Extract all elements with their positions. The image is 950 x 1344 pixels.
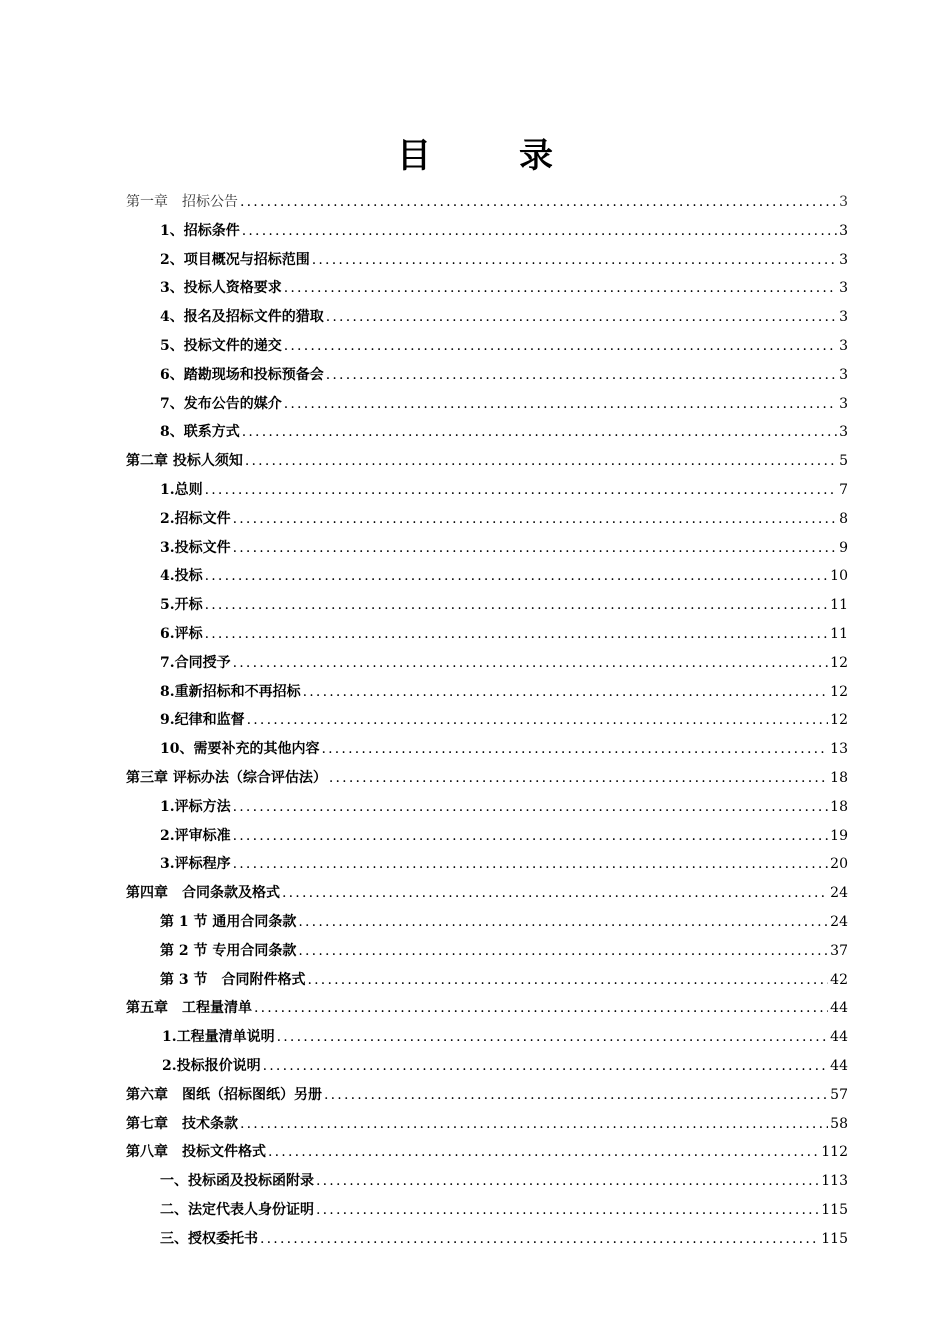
toc-entry[interactable] — [126, 1167, 848, 1196]
toc-entry-label: 4、报名及招标文件的猎取 — [160, 309, 324, 326]
toc-entry-label: 第二章 投标人须知 — [126, 453, 243, 470]
toc-entry-page-number: 3 — [839, 309, 848, 326]
toc-entry-page-number: 44 — [830, 1057, 848, 1074]
toc-entry-label: 10、需要补充的其他内容 — [160, 741, 320, 758]
toc-entry-label: 二、法定代表人身份证明 — [160, 1201, 314, 1218]
dot-leader — [245, 447, 837, 476]
toc-entry-label: 7、发布公告的媒介 — [160, 395, 282, 412]
toc-entry[interactable] — [126, 246, 848, 275]
toc-entry-page-number: 3 — [839, 280, 848, 297]
toc-entry-label: 3、投标人资格要求 — [160, 280, 282, 297]
dot-leader — [242, 418, 837, 447]
dot-leader — [247, 706, 829, 735]
dot-leader — [308, 966, 829, 995]
toc-entry-label: 1、招标条件 — [160, 222, 240, 239]
dot-leader — [282, 879, 828, 908]
toc-entry[interactable] — [126, 822, 848, 851]
page-title — [0, 128, 950, 184]
toc-entry[interactable] — [126, 562, 848, 591]
toc-entry-page-number: 3 — [839, 424, 848, 441]
toc-entry-label: 一、投标函及投标函附录 — [160, 1173, 314, 1190]
toc-entry[interactable] — [126, 966, 848, 995]
toc-entry-page-number: 42 — [830, 971, 848, 988]
dot-leader — [240, 1110, 828, 1139]
toc-entry[interactable] — [126, 678, 848, 707]
dot-leader — [268, 1138, 819, 1167]
toc-entry-page-number: 11 — [830, 597, 848, 614]
dot-leader — [233, 822, 829, 851]
toc-entry-page-number: 44 — [830, 1000, 848, 1017]
toc-entry-page-number: 24 — [830, 885, 848, 902]
toc-entry-page-number: 24 — [830, 913, 848, 930]
dot-leader — [316, 1196, 819, 1225]
toc-entry[interactable] — [126, 1052, 848, 1081]
toc-entry-page-number: 13 — [830, 741, 848, 758]
toc-entry-label: 2.投标报价说明 — [162, 1057, 261, 1074]
toc-entry-page-number: 7 — [839, 481, 848, 498]
toc-entry[interactable] — [126, 534, 848, 563]
toc-entry-page-number: 11 — [830, 625, 848, 642]
toc-entry[interactable] — [126, 476, 848, 505]
toc-entry[interactable] — [126, 303, 848, 332]
toc-entry-page-number: 37 — [830, 942, 848, 959]
toc-entry-label: 4.投标 — [160, 568, 203, 585]
toc-entry-label: 3.评标程序 — [160, 856, 231, 873]
toc-entry[interactable] — [126, 1196, 848, 1225]
toc-entry-label: 6、踏勘现场和投标预备会 — [160, 366, 324, 383]
table-of-contents — [126, 188, 848, 1253]
toc-entry-page-number: 3 — [839, 366, 848, 383]
toc-entry-page-number: 9 — [839, 539, 848, 556]
toc-entry[interactable] — [126, 1138, 848, 1167]
toc-entry[interactable] — [126, 188, 848, 217]
dot-leader — [240, 188, 837, 217]
toc-entry-label: 5、投标文件的递交 — [160, 337, 282, 354]
toc-entry[interactable] — [126, 793, 848, 822]
dot-leader — [205, 476, 837, 505]
dot-leader — [312, 246, 837, 275]
dot-leader — [263, 1052, 829, 1081]
toc-entry[interactable] — [126, 735, 848, 764]
toc-entry-page-number: 44 — [830, 1029, 848, 1046]
toc-entry[interactable] — [126, 332, 848, 361]
toc-entry-label: 1.评标方法 — [160, 798, 231, 815]
toc-entry[interactable] — [126, 649, 848, 678]
toc-entry-page-number: 115 — [821, 1230, 848, 1247]
toc-entry-label: 第一章 招标公告 — [126, 194, 238, 210]
toc-entry-page-number: 3 — [839, 251, 848, 268]
toc-entry[interactable] — [126, 447, 848, 476]
toc-entry-page-number: 12 — [830, 712, 848, 729]
toc-entry[interactable] — [126, 1023, 848, 1052]
dot-leader — [321, 735, 828, 764]
toc-entry-page-number: 12 — [830, 654, 848, 671]
toc-entry[interactable] — [126, 274, 848, 303]
toc-entry[interactable] — [126, 850, 848, 879]
toc-entry[interactable] — [126, 591, 848, 620]
toc-entry[interactable] — [126, 217, 848, 246]
toc-entry-label: 第 3 节 合同附件格式 — [160, 971, 306, 988]
toc-entry-label: 三、授权委托书 — [160, 1230, 258, 1247]
toc-entry-page-number: 3 — [839, 194, 848, 210]
toc-entry-label: 第 1 节 通用合同条款 — [160, 913, 297, 930]
toc-entry-label: 7.合同授予 — [160, 654, 231, 671]
toc-entry-page-number: 20 — [830, 856, 848, 873]
dot-leader — [233, 649, 829, 678]
toc-entry-page-number: 3 — [839, 222, 848, 239]
toc-entry[interactable] — [126, 390, 848, 419]
toc-entry[interactable] — [126, 994, 848, 1023]
dot-leader — [260, 1225, 819, 1254]
dot-leader — [298, 937, 828, 966]
toc-entry[interactable] — [126, 706, 848, 735]
toc-entry-label: 第七章 技术条款 — [126, 1115, 238, 1132]
toc-entry[interactable] — [126, 620, 848, 649]
dot-leader — [233, 534, 837, 563]
dot-leader — [233, 505, 837, 534]
toc-entry[interactable] — [126, 908, 848, 937]
dot-leader — [254, 994, 828, 1023]
toc-entry-page-number: 12 — [830, 683, 848, 700]
toc-entry-label: 第 2 节 专用合同条款 — [160, 942, 297, 959]
dot-leader — [326, 361, 837, 390]
dot-leader — [205, 620, 829, 649]
title-char-1: 目 — [397, 136, 431, 176]
dot-leader — [277, 1023, 829, 1052]
dot-leader — [233, 793, 829, 822]
dot-leader — [284, 332, 837, 361]
toc-entry-label: 1.工程量清单说明 — [162, 1029, 275, 1046]
dot-leader — [324, 1081, 828, 1110]
toc-entry-label: 3.投标文件 — [160, 539, 231, 556]
toc-entry[interactable] — [126, 1110, 848, 1139]
toc-entry-label: 第五章 工程量清单 — [126, 1000, 252, 1017]
toc-entry[interactable] — [126, 418, 848, 447]
dot-leader — [233, 850, 829, 879]
dot-leader — [242, 217, 837, 246]
toc-entry-label: 第四章 合同条款及格式 — [126, 885, 280, 902]
toc-entry[interactable] — [126, 1081, 848, 1110]
toc-entry-page-number: 19 — [830, 827, 848, 844]
dot-leader — [284, 390, 837, 419]
toc-entry-page-number: 3 — [839, 337, 848, 354]
toc-entry-label: 8、联系方式 — [160, 424, 240, 441]
toc-entry-label: 9.纪律和监督 — [160, 712, 245, 729]
toc-entry-page-number: 10 — [830, 568, 848, 585]
toc-entry-label: 5.开标 — [160, 597, 203, 614]
toc-entry-label: 第八章 投标文件格式 — [126, 1144, 266, 1161]
dot-leader — [316, 1167, 819, 1196]
toc-entry-page-number: 18 — [830, 769, 848, 786]
toc-entry-page-number: 5 — [839, 453, 848, 470]
toc-entry[interactable] — [126, 1225, 848, 1254]
toc-entry[interactable] — [126, 361, 848, 390]
toc-entry-label: 8.重新招标和不再招标 — [160, 683, 301, 700]
toc-entry[interactable] — [126, 764, 848, 793]
toc-entry-page-number: 8 — [839, 510, 848, 527]
toc-entry-page-number: 115 — [821, 1201, 848, 1218]
dot-leader — [298, 908, 828, 937]
toc-entry[interactable] — [126, 879, 848, 908]
toc-entry-page-number: 112 — [821, 1144, 848, 1161]
dot-leader — [284, 274, 837, 303]
title-char-2: 录 — [519, 136, 553, 176]
toc-entry-label: 2.招标文件 — [160, 510, 231, 527]
toc-entry-label: 1.总则 — [160, 481, 203, 498]
toc-entry-page-number: 18 — [830, 798, 848, 815]
toc-entry-label: 6.评标 — [160, 625, 203, 642]
toc-entry-page-number: 58 — [830, 1115, 848, 1132]
toc-entry-page-number: 113 — [821, 1173, 848, 1190]
toc-entry-label: 2.评审标准 — [160, 827, 231, 844]
toc-entry[interactable] — [126, 937, 848, 966]
toc-entry-label: 2、项目概况与招标范围 — [160, 251, 310, 268]
dot-leader — [205, 562, 829, 591]
toc-entry-page-number: 57 — [830, 1086, 848, 1103]
dot-leader — [205, 591, 829, 620]
toc-entry-page-number: 3 — [839, 395, 848, 412]
toc-entry-label: 第三章 评标办法（综合评估法） — [126, 769, 327, 786]
dot-leader — [326, 303, 837, 332]
toc-entry[interactable] — [126, 505, 848, 534]
toc-entry-label: 第六章 图纸（招标图纸）另册 — [126, 1086, 322, 1103]
dot-leader — [303, 678, 829, 707]
dot-leader — [329, 764, 828, 793]
